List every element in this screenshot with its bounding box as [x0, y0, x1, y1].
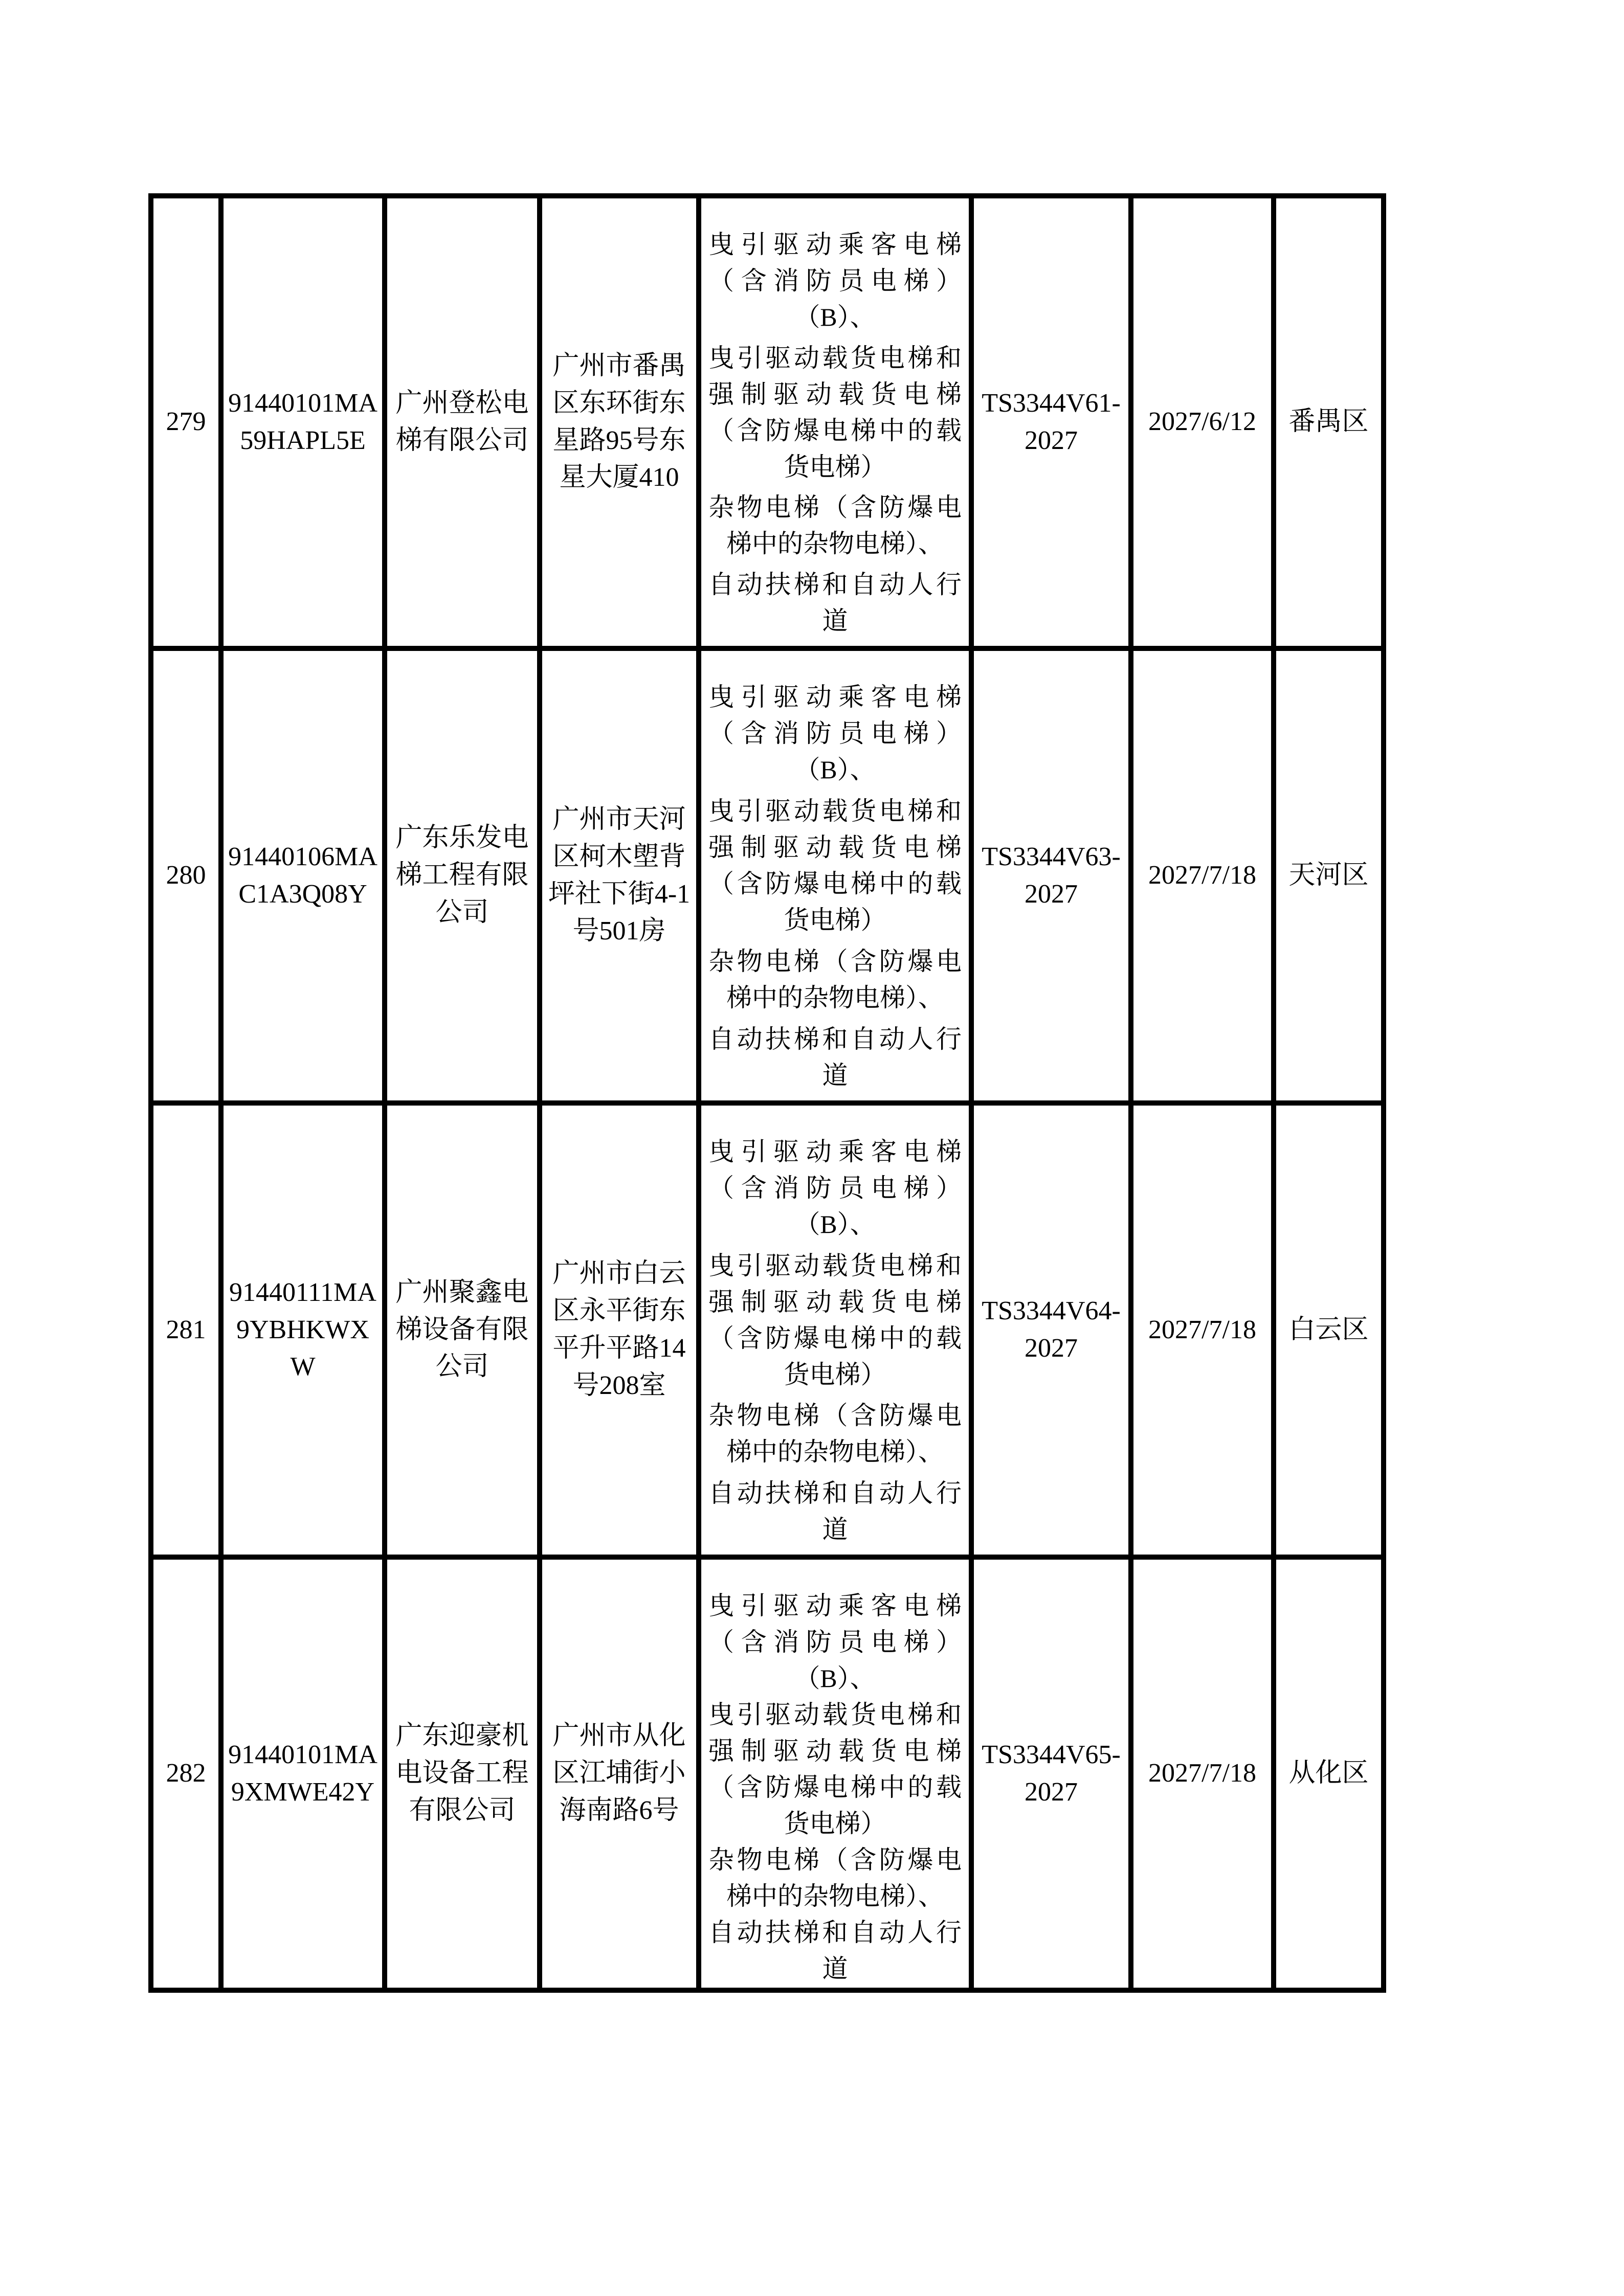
- address-cell: 广州市从化区江埔街小海南路6号: [540, 1557, 699, 1990]
- credit-code-cell: 91440101MA59HAPL5E: [221, 196, 385, 648]
- equipment-scope-list: [705, 654, 965, 1098]
- equipment-item: 曳引驱动乘客电梯（含消防员电梯）（B）、: [708, 230, 962, 331]
- row-number-cell: 281: [151, 1103, 221, 1557]
- valid-date-cell: 2027/6/12: [1131, 196, 1274, 648]
- equipment-item: 曳引驱动载货电梯和强制驱动载货电梯（含防爆电梯中的载货电梯）: [708, 1251, 962, 1389]
- equipment-scope-list: [705, 201, 965, 643]
- equipment-scope-cell: [699, 648, 971, 1103]
- address-cell: 广州市番禺区东环街东星路95号东星大厦410: [540, 196, 699, 648]
- license-table: [148, 193, 1386, 1993]
- equipment-item: 曳引驱动乘客电梯（含消防员电梯）（B）、: [708, 1137, 962, 1239]
- equipment-item: 自动扶梯和自动人行道: [708, 1025, 962, 1090]
- certificate-no-cell: TS3344V63-2027: [971, 648, 1131, 1103]
- equipment-item: 杂物电梯（含防爆电梯中的杂物电梯）、: [708, 1401, 962, 1467]
- address-cell: 广州市白云区永平街东平升平路14号208室: [540, 1103, 699, 1557]
- equipment-scope-list: [705, 1562, 965, 1985]
- table-row: [151, 1557, 1384, 1990]
- equipment-item: 自动扶梯和自动人行道: [708, 1918, 962, 1983]
- district-cell: 天河区: [1274, 648, 1384, 1103]
- equipment-item: 杂物电梯（含防爆电梯中的杂物电梯）、: [708, 947, 962, 1012]
- equipment-scope-cell: [699, 1103, 971, 1557]
- equipment-scope-cell: [699, 1557, 971, 1990]
- row-number-cell: 279: [151, 196, 221, 648]
- credit-code-cell: 91440106MAC1A3Q08Y: [221, 648, 385, 1103]
- valid-date-cell: 2027/7/18: [1131, 648, 1274, 1103]
- valid-date-cell: 2027/7/18: [1131, 1103, 1274, 1557]
- row-number-cell: 280: [151, 648, 221, 1103]
- equipment-item: 曳引驱动载货电梯和强制驱动载货电梯（含防爆电梯中的载货电梯）: [708, 1700, 962, 1838]
- district-cell: 番禺区: [1274, 196, 1384, 648]
- equipment-item: 曳引驱动载货电梯和强制驱动载货电梯（含防爆电梯中的载货电梯）: [708, 797, 962, 934]
- equipment-scope-list: [705, 1108, 965, 1552]
- valid-date-cell: 2027/7/18: [1131, 1557, 1274, 1990]
- table-row: [151, 196, 1384, 648]
- table-row: [151, 648, 1384, 1103]
- company-name-cell: 广东乐发电梯工程有限公司: [385, 648, 540, 1103]
- equipment-item: 自动扶梯和自动人行道: [708, 570, 962, 635]
- address-cell: 广州市天河区柯木塱背坪社下街4-1号501房: [540, 648, 699, 1103]
- company-name-cell: 广东迎豪机电设备工程有限公司: [385, 1557, 540, 1990]
- company-name-cell: 广州登松电梯有限公司: [385, 196, 540, 648]
- equipment-scope-cell: [699, 196, 971, 648]
- equipment-item: 曳引驱动乘客电梯（含消防员电梯）（B）、: [708, 1591, 962, 1693]
- equipment-item: 曳引驱动载货电梯和强制驱动载货电梯（含防爆电梯中的载货电梯）: [708, 343, 962, 481]
- certificate-no-cell: TS3344V64-2027: [971, 1103, 1131, 1557]
- table-row: [151, 1103, 1384, 1557]
- certificate-no-cell: TS3344V65-2027: [971, 1557, 1131, 1990]
- row-number-cell: 282: [151, 1557, 221, 1990]
- certificate-no-cell: TS3344V61-2027: [971, 196, 1131, 648]
- company-name-cell: 广州聚鑫电梯设备有限公司: [385, 1103, 540, 1557]
- district-cell: 白云区: [1274, 1103, 1384, 1557]
- credit-code-cell: 91440101MA9XMWE42Y: [221, 1557, 385, 1990]
- equipment-item: 杂物电梯（含防爆电梯中的杂物电梯）、: [708, 493, 962, 558]
- credit-code-cell: 91440111MA9YBHKWXW: [221, 1103, 385, 1557]
- district-cell: 从化区: [1274, 1557, 1384, 1990]
- equipment-item: 自动扶梯和自动人行道: [708, 1478, 962, 1544]
- equipment-item: 杂物电梯（含防爆电梯中的杂物电梯）、: [708, 1845, 962, 1910]
- equipment-item: 曳引驱动乘客电梯（含消防员电梯）（B）、: [708, 683, 962, 784]
